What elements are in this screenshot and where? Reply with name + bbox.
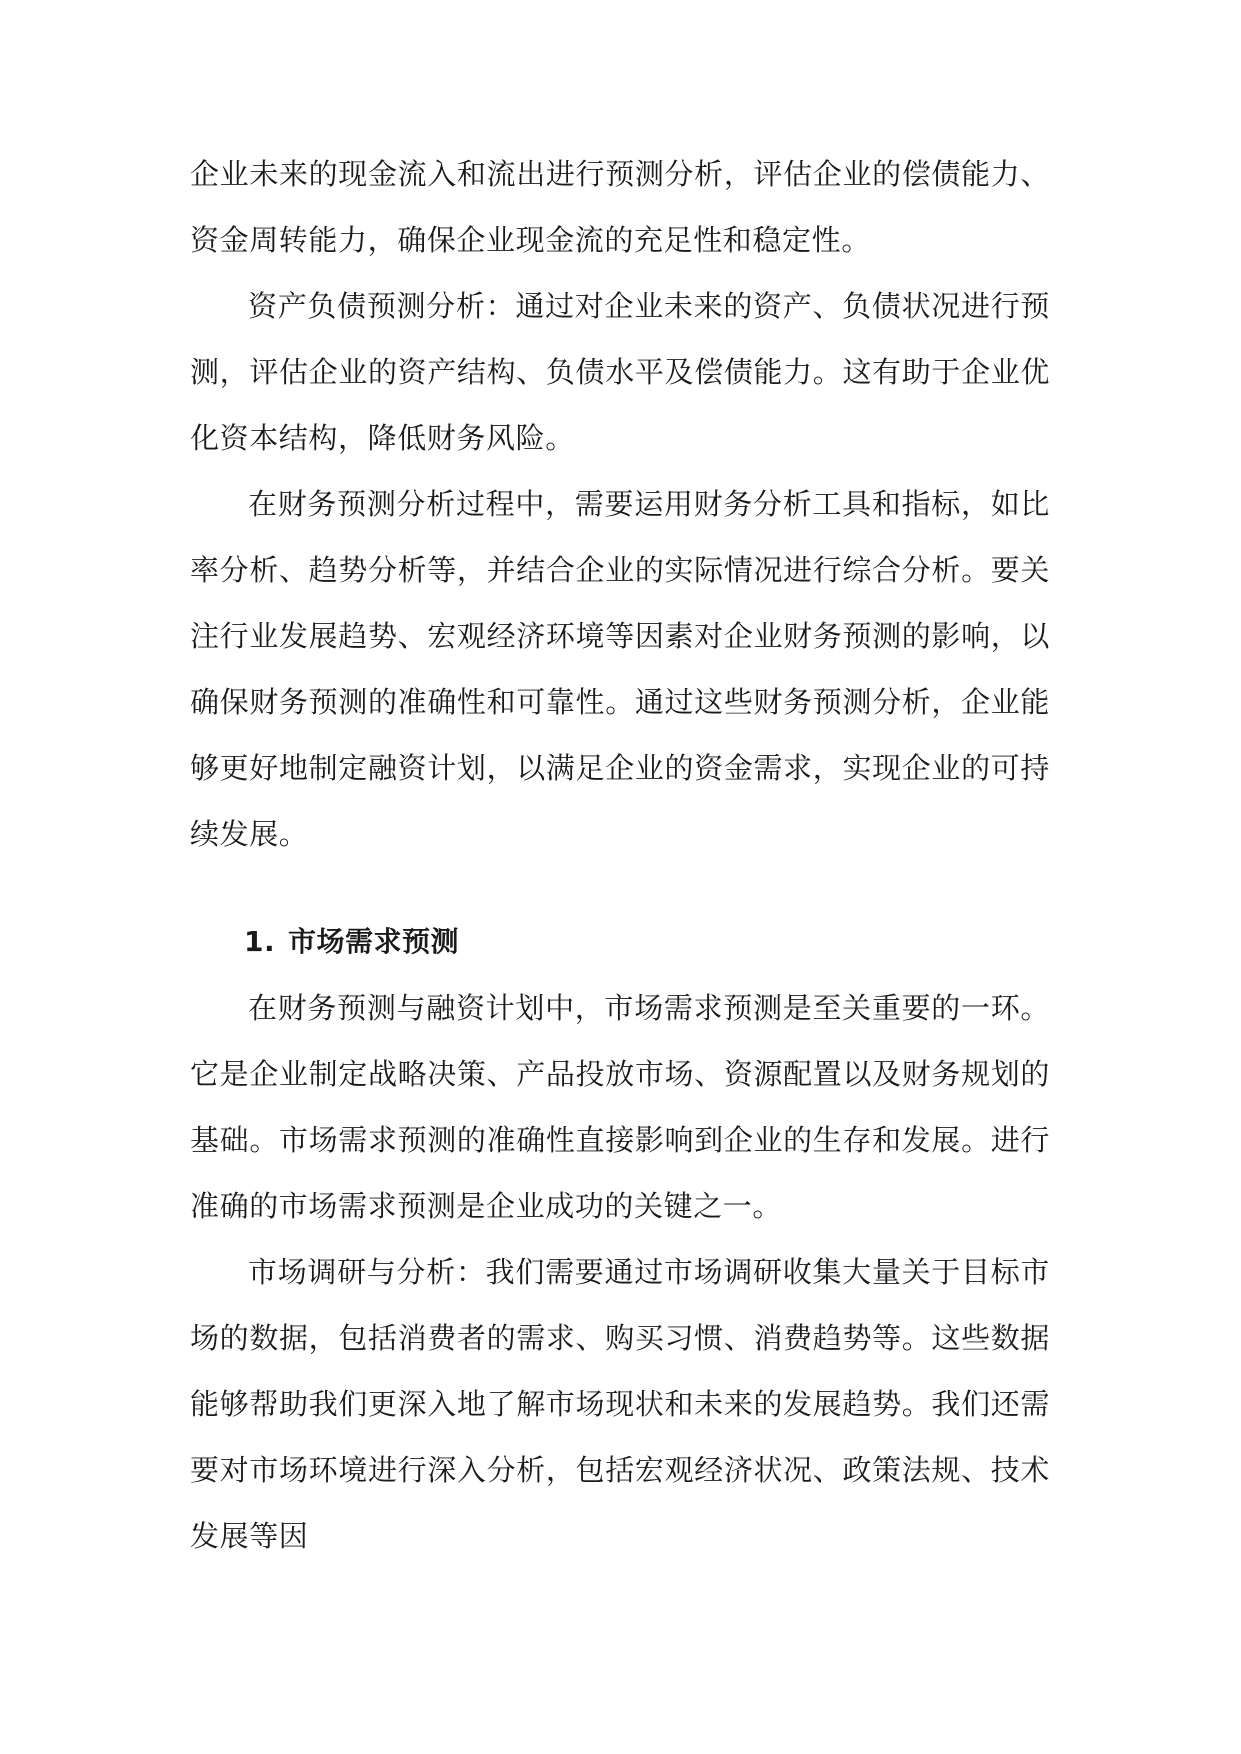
section-title: 市场需求预测 [288, 925, 460, 958]
section-heading [190, 909, 1050, 975]
paragraph-market-demand-intro: 在财务预测与融资计划中，市场需求预测是至关重要的一环。它是企业制定战略决策、产品投放市场、资源配置以及财务规划的基础。市场需求预测的准确性直接影响到企业的生存和发展。进行准确的市场需求预测是企业成功的关键之一。 [190, 991, 1050, 1223]
paragraph-market-research: 市场调研与分析：我们需要通过市场调研收集大量关于目标市场的数据，包括消费者的需求、购买习惯、消费趋势等。这些数据能够帮助我们更深入地了解市场现状和未来的发展趋势。我们还需要对市场环境进行深入分析，包括宏观经济状况、政策法规、技术发展等因 [190, 1255, 1050, 1553]
section-number: 1. [244, 925, 276, 958]
paragraph-forecast-process: 在财务预测分析过程中，需要运用财务分析工具和指标，如比率分析、趋势分析等，并结合企业的实际情况进行综合分析。要关注行业发展趋势、宏观经济环境等因素对企业财务预测的影响，以确保财务预测的准确性和可靠性。通过这些财务预测分析，企业能够更好地制定融资计划，以满足企业的资金需求，实现企业的可持续发展。 [190, 487, 1050, 851]
paragraph-balance-sheet-forecast: 资产负债预测分析：通过对企业未来的资产、负债状况进行预测，评估企业的资产结构、负债水平及偿债能力。这有助于企业优化资本结构，降低财务风险。 [190, 289, 1050, 455]
document-body [190, 141, 1050, 1569]
paragraph-cashflow-continuation: 企业未来的现金流入和流出进行预测分析，评估企业的偿债能力、资金周转能力，确保企业现金流的充足性和稳定性。 [190, 157, 1050, 257]
